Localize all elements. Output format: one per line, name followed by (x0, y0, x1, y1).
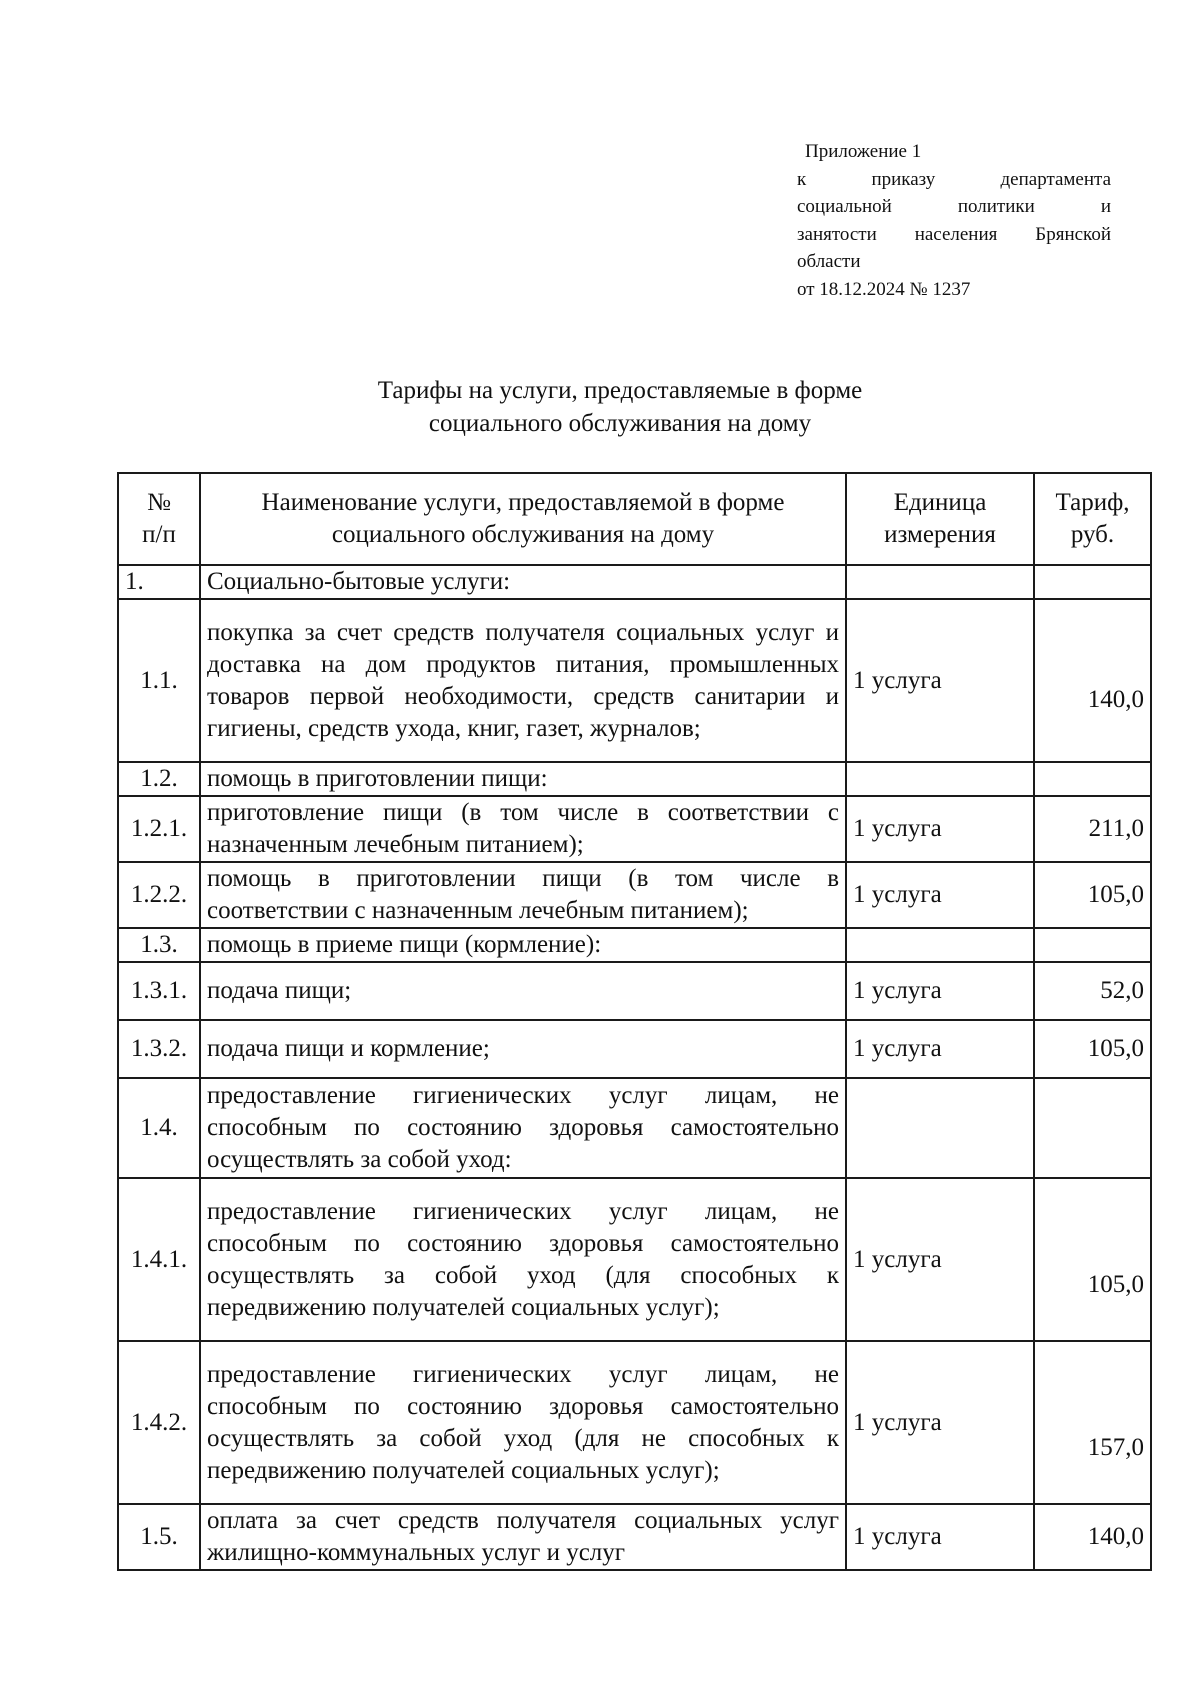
table-row (118, 862, 1151, 928)
header-name-line: Наименование услуги, предоставляемой в форме (261, 489, 785, 516)
row-tariff: 105,0 (1034, 1020, 1151, 1078)
row-name: помощь в приготовлении пищи: (200, 762, 846, 796)
header-name-line: социального обслуживания на дому (331, 521, 715, 548)
row-num: 1.4. (118, 1078, 200, 1178)
row-tariff (1034, 1078, 1151, 1178)
row-tariff: 157,0 (1034, 1341, 1151, 1504)
header-num-line: № (147, 489, 171, 516)
row-tariff: 52,0 (1034, 962, 1151, 1020)
row-num: 1.5. (118, 1504, 200, 1570)
row-unit: 1 услуга (846, 1504, 1034, 1570)
row-num: 1.3.2. (118, 1020, 200, 1078)
table-row (118, 1178, 1151, 1341)
header-tariff (1034, 473, 1151, 565)
header-tariff-line: Тариф, (1055, 489, 1130, 516)
table-row (118, 762, 1151, 796)
row-tariff (1034, 928, 1151, 962)
row-num: 1.3. (118, 928, 200, 962)
row-tariff (1034, 565, 1151, 599)
row-unit: 1 услуга (846, 1020, 1034, 1078)
table-row (118, 1341, 1151, 1504)
row-name: подача пищи; (200, 962, 846, 1020)
table-row (118, 565, 1151, 599)
row-unit (846, 565, 1034, 599)
row-unit: 1 услуга (846, 796, 1034, 862)
row-unit: 1 услуга (846, 862, 1034, 928)
annex-line: области (797, 251, 861, 272)
header-name (200, 473, 846, 565)
row-name: оплата за счет средств получателя социальных услуг жилищно-коммунальных услуг и услуг (200, 1504, 846, 1570)
row-num: 1.2. (118, 762, 200, 796)
document-title (120, 374, 1120, 440)
tariffs-table (117, 472, 1152, 1571)
annex-block (797, 138, 1111, 303)
table-row (118, 1020, 1151, 1078)
table-header-row (118, 473, 1151, 565)
row-name: подача пищи и кормление; (200, 1020, 846, 1078)
row-unit (846, 928, 1034, 962)
row-name: предоставление гигиенических услуг лицам, не способным по состоянию здоровья самостоятельно осуществлять за собой уход (для не способных к передвижению получателей социальных услуг); (200, 1341, 846, 1504)
row-unit: 1 услуга (846, 1341, 1034, 1504)
document-title-line: Тарифы на услуги, предоставляемые в форме (377, 377, 863, 404)
annex-line: занятости населения Брянской (797, 223, 1111, 245)
row-tariff: 140,0 (1034, 599, 1151, 762)
row-num: 1.3.1. (118, 962, 200, 1020)
row-name: предоставление гигиенических услуг лицам, не способным по состоянию здоровья самостоятельно осуществлять за собой уход: (200, 1078, 846, 1178)
row-unit: 1 услуга (846, 599, 1034, 762)
header-num (118, 473, 200, 565)
row-name: приготовление пищи (в том числе в соответствии с назначенным лечебным питанием); (200, 796, 846, 862)
row-num: 1.2.2. (118, 862, 200, 928)
header-num-line: п/п (142, 521, 176, 548)
table-row (118, 796, 1151, 862)
row-tariff: 105,0 (1034, 1178, 1151, 1341)
header-tariff-line: руб. (1070, 521, 1115, 548)
table-row (118, 962, 1151, 1020)
row-tariff: 105,0 (1034, 862, 1151, 928)
table-row (118, 928, 1151, 962)
header-unit (846, 473, 1034, 565)
row-unit (846, 1078, 1034, 1178)
row-name: покупка за счет средств получателя социальных услуг и доставка на дом продуктов питания, промышленных товаров первой необходимости, средств санитарии и гигиены, средств ухода, книг, газет, журналов; (200, 599, 846, 762)
row-num: 1.4.1. (118, 1178, 200, 1341)
annex-line: социальной политики и (797, 196, 1111, 217)
annex-title: Приложение 1 (805, 141, 922, 162)
annex-line: к приказу департамента (797, 168, 1111, 190)
header-unit-line: измерения (884, 521, 996, 548)
row-name: помощь в приеме пищи (кормление): (200, 928, 846, 962)
row-unit (846, 762, 1034, 796)
row-tariff: 211,0 (1034, 796, 1151, 862)
row-num: 1.4.2. (118, 1341, 200, 1504)
row-unit: 1 услуга (846, 1178, 1034, 1341)
annex-date-number: от 18.12.2024 № 1237 (797, 278, 971, 300)
document-title-line: социального обслуживания на дому (428, 410, 812, 437)
row-num: 1.2.1. (118, 796, 200, 862)
row-name: предоставление гигиенических услуг лицам, не способным по состоянию здоровья самостоятельно осуществлять за собой уход (для способных к передвижению получателей социальных услуг); (200, 1178, 846, 1341)
row-unit: 1 услуга (846, 962, 1034, 1020)
row-tariff: 140,0 (1034, 1504, 1151, 1570)
table-row (118, 599, 1151, 762)
table-row (118, 1504, 1151, 1570)
row-num: 1.1. (118, 599, 200, 762)
table-row (118, 1078, 1151, 1178)
header-unit-line: Единица (893, 489, 987, 516)
row-num: 1. (118, 565, 200, 599)
row-name: помощь в приготовлении пищи (в том числе в соответствии с назначенным лечебным питанием); (200, 862, 846, 928)
row-name: Социально-бытовые услуги: (200, 565, 846, 599)
row-tariff (1034, 762, 1151, 796)
